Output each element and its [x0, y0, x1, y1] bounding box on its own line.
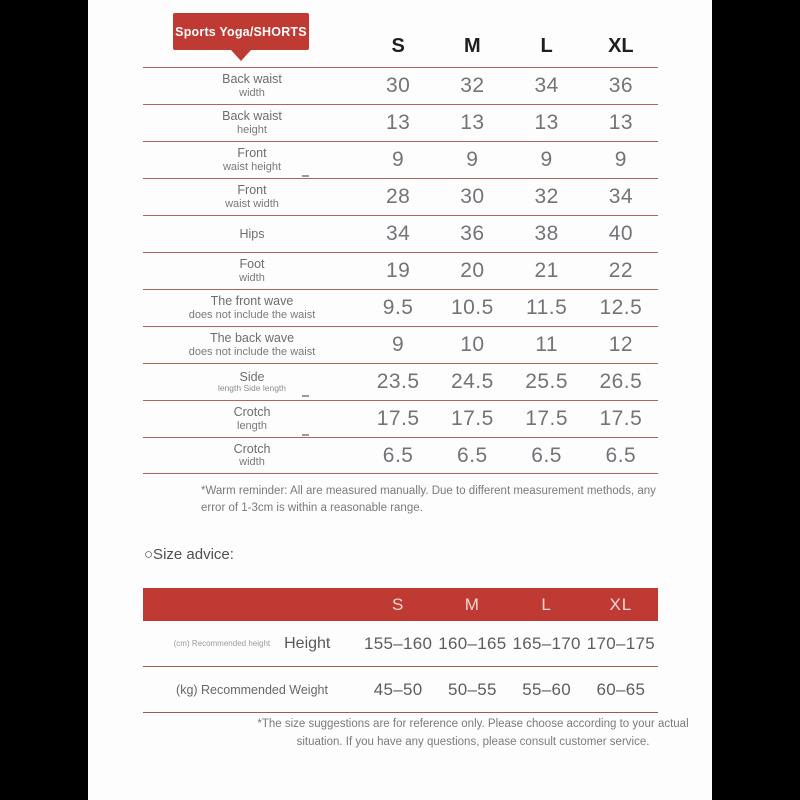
advice-col-xl: XL	[609, 594, 633, 614]
cell-value: 10	[460, 333, 485, 356]
cell-value: 13	[534, 111, 559, 134]
cell-value: 6.5	[605, 443, 637, 467]
size-chart-page	[88, 0, 712, 800]
cell-value: 6.5	[531, 443, 562, 467]
height-value: 155–160	[363, 633, 433, 653]
height-unit-prefix: (cm) Recommended height	[173, 639, 271, 648]
row-label: Crotch width	[233, 441, 271, 469]
cell-value: 9.5	[382, 296, 414, 319]
stray-mark	[302, 395, 309, 397]
table-row	[143, 363, 658, 400]
advice-header-bar	[143, 588, 658, 621]
table-row	[143, 141, 658, 178]
size-col-l: L	[540, 35, 553, 57]
reference-disclaimer-note: *The size suggestions are for reference only. Please choose according to your actual situation. If you have any questions, please consult customer service.	[257, 718, 689, 748]
cell-value: 17.5	[376, 407, 420, 430]
cell-value: 40	[608, 222, 634, 245]
weight-row-label: (kg) Recommended Weight	[176, 682, 328, 697]
stray-mark	[302, 175, 309, 177]
size-col-m: M	[464, 35, 481, 57]
row-label: Front waist width	[225, 183, 279, 210]
cell-value: 25.5	[525, 370, 569, 393]
warm-reminder-note: *Warm reminder: All are measured manually. Due to different measurement methods, any error of 1-3cm is within a reasonable range.	[201, 485, 656, 515]
row-label: Back waist height	[222, 109, 282, 136]
table-row	[143, 326, 658, 363]
measurement-table	[143, 0, 658, 474]
height-value: 165–170	[512, 633, 581, 653]
weight-value: 45–50	[373, 679, 423, 699]
cell-value: 22	[608, 259, 634, 282]
table-row	[143, 289, 658, 326]
cell-value: 34	[385, 222, 411, 245]
cell-value: 13	[385, 111, 411, 134]
cell-value: 12	[608, 333, 634, 356]
cell-value: 23.5	[376, 370, 420, 393]
cell-value: 34	[534, 74, 559, 97]
cell-value: 32	[534, 185, 559, 208]
weight-value: 50–55	[447, 679, 497, 699]
cell-value: 36	[608, 74, 634, 97]
product-tag-label: Sports Yoga/SHORTS	[175, 24, 307, 39]
advice-col-s: S	[391, 594, 405, 614]
table-row	[143, 400, 658, 437]
cell-value: 24.5	[450, 370, 494, 393]
weight-value: 55–60	[522, 679, 572, 699]
cell-value: 10.5	[450, 296, 494, 319]
table-row	[143, 215, 658, 252]
cell-value: 38	[534, 222, 559, 245]
size-advice-table	[143, 588, 658, 713]
cell-value: 11	[535, 333, 559, 356]
cell-value: 9	[466, 148, 479, 171]
row-label: The back wave does not include the waist	[188, 331, 316, 358]
cell-value: 32	[460, 74, 485, 97]
cell-value: 11.5	[525, 296, 568, 319]
cell-value: 13	[608, 111, 634, 134]
recommended-weight-row	[143, 667, 658, 713]
cell-value: 36	[460, 222, 485, 245]
height-value: 160–165	[438, 633, 507, 653]
cell-value: 19	[385, 259, 411, 282]
row-label: Side length Side length	[143, 370, 361, 394]
height-label: Height	[284, 634, 331, 652]
recommended-height-row	[143, 621, 658, 667]
cell-value: 30	[385, 74, 411, 97]
cell-value: 9	[614, 148, 627, 171]
advice-col-m: M	[464, 594, 480, 614]
row-label: Crotch length	[143, 405, 361, 432]
cell-value: 20	[460, 259, 485, 282]
cell-value: 17.5	[450, 407, 494, 430]
advice-col-l: L	[541, 594, 552, 614]
height-row-label	[143, 635, 361, 653]
height-value: 170–175	[586, 633, 656, 653]
row-label: Back waist width	[222, 72, 282, 99]
cell-value: 6.5	[382, 443, 414, 467]
cell-value: 9	[540, 148, 553, 171]
cell-value: 17.5	[525, 407, 569, 430]
table-row	[143, 178, 658, 215]
row-label: Front waist height	[143, 146, 361, 173]
row-label: The front wave does not include the waist	[188, 294, 316, 321]
weight-value: 60–65	[596, 679, 646, 699]
size-advice-heading: ○Size advice:	[144, 546, 234, 563]
cell-value: 34	[608, 185, 634, 208]
table-row	[143, 67, 658, 104]
cell-value: 9	[392, 333, 405, 356]
row-label: Foot width	[239, 257, 265, 284]
cell-value: 12.5	[599, 296, 643, 319]
cell-value: 9	[392, 148, 405, 171]
cell-value: 13	[460, 111, 485, 134]
table-row	[143, 252, 658, 289]
size-col-s: S	[391, 35, 405, 57]
table-row	[143, 437, 658, 474]
cell-value: 6.5	[457, 443, 488, 467]
row-label: Hips	[239, 226, 265, 241]
cell-value: 30	[460, 185, 485, 208]
cell-value: 26.5	[599, 370, 643, 393]
cell-value: 21	[534, 259, 559, 282]
cell-value: 28	[385, 185, 411, 208]
cell-value: 17.5	[599, 407, 643, 430]
stray-mark	[302, 434, 309, 436]
table-row	[143, 104, 658, 141]
size-col-xl: XL	[608, 35, 634, 57]
size-header-row	[143, 0, 658, 67]
